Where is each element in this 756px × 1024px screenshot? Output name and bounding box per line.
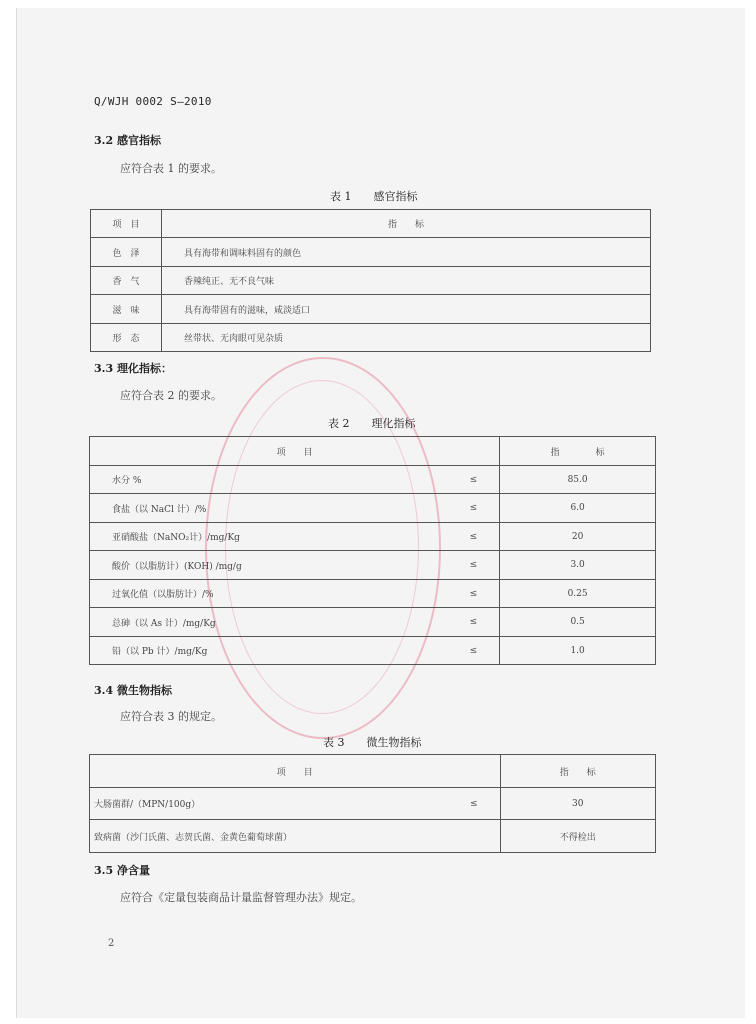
header-indicator: 指 标 <box>500 755 655 788</box>
table-header-row <box>90 755 656 788</box>
row-value: 香辣纯正、无不良气味 <box>162 267 651 295</box>
row-item: 食盐（以 NaCl 计）/% <box>90 494 311 523</box>
row-operator: ≤ <box>310 466 500 494</box>
row-value: 具有海带和调味料固有的颜色 <box>162 238 651 267</box>
section-3-5-text: 应符合《定量包装商品计量监督管理办法》规定。 <box>120 891 362 904</box>
row-value: 85.0 <box>500 466 656 494</box>
section-3-2-heading: 3.2 感官指标 <box>94 134 161 147</box>
table-row <box>91 267 651 295</box>
table-row <box>90 580 656 608</box>
row-item: 总砷（以 As 计）/mg/Kg <box>90 608 311 637</box>
row-operator: ≤ <box>310 523 500 551</box>
row-value: 丝带状、无肉眼可见杂质 <box>162 324 651 352</box>
table-2-caption: 表 2 理化指标 <box>328 417 416 430</box>
table-row <box>91 295 651 324</box>
header-indicator: 指 标 <box>162 210 651 238</box>
table-header-row <box>90 437 656 466</box>
table-row <box>90 820 656 853</box>
row-value: 20 <box>500 523 656 551</box>
table-row <box>90 637 656 665</box>
header-item: 项 目 <box>90 437 500 466</box>
row-value: 6.0 <box>500 494 656 523</box>
row-operator: ≤ <box>352 788 500 820</box>
table-row <box>90 551 656 580</box>
table-row <box>90 608 656 637</box>
row-value: 3.0 <box>500 551 656 580</box>
row-operator: ≤ <box>310 608 500 637</box>
row-value: 具有海带固有的滋味，咸淡适口 <box>162 295 651 324</box>
header-item: 项 目 <box>90 755 501 788</box>
table-3-caption: 表 3 微生物指标 <box>323 736 422 749</box>
row-value: 30 <box>500 788 655 820</box>
table-row <box>90 466 656 494</box>
section-3-3-heading: 3.3 理化指标： <box>94 362 172 375</box>
standard-code: Q/WJH 0002 S—2010 <box>94 95 212 108</box>
row-value: 不得检出 <box>500 820 655 853</box>
table-row <box>91 238 651 267</box>
row-item: 色 泽 <box>91 238 162 267</box>
row-item: 过氧化值（以脂肪计）/% <box>90 580 311 608</box>
header-indicator: 指 标 <box>500 437 656 466</box>
row-operator: ≤ <box>310 494 500 523</box>
table-row <box>91 324 651 352</box>
page-number: 2 <box>108 938 115 949</box>
header-item: 项 目 <box>91 210 162 238</box>
table-row <box>90 788 656 820</box>
section-3-5-heading: 3.5 净含量 <box>94 864 150 877</box>
row-item: 形 态 <box>91 324 162 352</box>
row-item: 大肠菌群/（MPN/100g） <box>90 788 353 820</box>
section-3-4-text: 应符合表 3 的规定。 <box>120 710 222 723</box>
row-item: 酸价（以脂肪计）(KOH) /mg/g <box>90 551 311 580</box>
section-3-4-heading: 3.4 微生物指标 <box>94 684 172 697</box>
table-1-sensory <box>90 209 651 352</box>
table-row <box>90 523 656 551</box>
row-operator: ≤ <box>310 551 500 580</box>
table-header-row <box>91 210 651 238</box>
section-3-3-text: 应符合表 2 的要求。 <box>120 389 222 402</box>
table-3-microbiological <box>89 754 656 853</box>
table-row <box>90 494 656 523</box>
row-operator <box>352 820 500 853</box>
row-value: 0.25 <box>500 580 656 608</box>
row-value: 1.0 <box>500 637 656 665</box>
row-item: 水分 % <box>90 466 311 494</box>
row-operator: ≤ <box>310 580 500 608</box>
table-1-caption: 表 1 感官指标 <box>330 190 418 203</box>
table-2-physicochemical <box>89 436 656 665</box>
row-item: 铅（以 Pb 计）/mg/Kg <box>90 637 311 665</box>
section-3-2-text: 应符合表 1 的要求。 <box>120 162 222 175</box>
row-item: 滋 味 <box>91 295 162 324</box>
row-item: 香 气 <box>91 267 162 295</box>
row-operator: ≤ <box>310 637 500 665</box>
row-value: 0.5 <box>500 608 656 637</box>
row-item: 致病菌（沙门氏菌、志贺氏菌、金黄色葡萄球菌） <box>90 820 353 853</box>
row-item: 亚硝酸盐（NaNO₂计）/mg/Kg <box>90 523 311 551</box>
